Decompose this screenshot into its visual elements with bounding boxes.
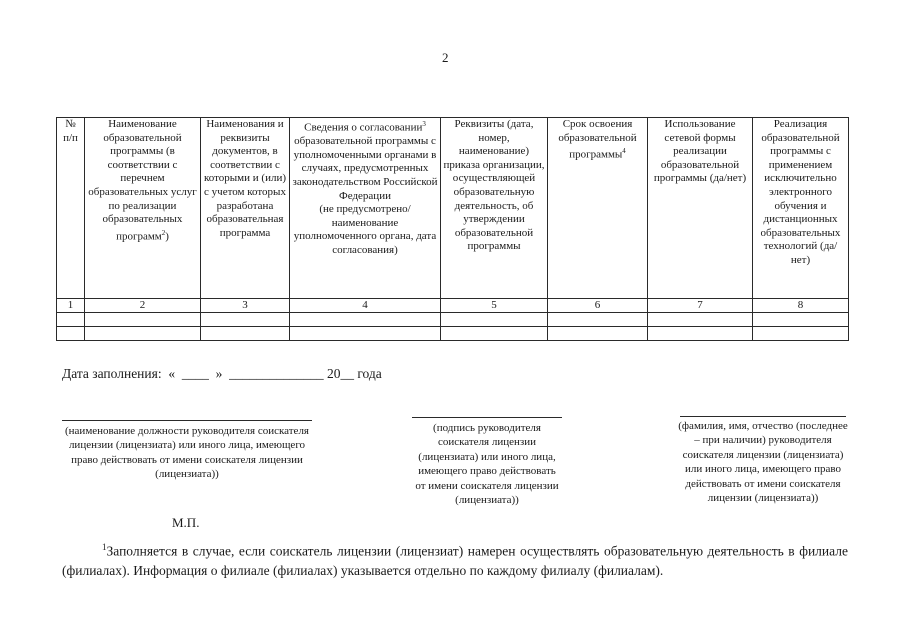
empty-cell[interactable] bbox=[201, 313, 290, 327]
header-cell-approval bbox=[290, 118, 441, 299]
header-cell-documents bbox=[201, 118, 290, 299]
header-approval-text-b: образовательной программы с уполномоченными органами в случаях, предусмотренных законодательством Российской Федерации bbox=[292, 135, 438, 202]
empty-cell[interactable] bbox=[753, 313, 849, 327]
header-cell-duration bbox=[548, 118, 648, 299]
empty-cell[interactable] bbox=[648, 327, 753, 341]
position-caption: (наименование должности руководителя соискателя лицензии (лицензиата) или иного лица, имеющего право действовать от имени соискателя лицензии (лицензиата)) bbox=[65, 425, 309, 481]
empty-cell[interactable] bbox=[57, 313, 85, 327]
column-number: 5 bbox=[441, 299, 548, 313]
header-cell-e-learning bbox=[753, 118, 849, 299]
column-number: 4 bbox=[290, 299, 441, 313]
header-documents-text: Наименования и реквизиты документов, в соответствии с которыми и (или) с учетом которых разработана образовательная программа bbox=[203, 118, 287, 239]
header-number-sign: № bbox=[65, 118, 76, 130]
empty-cell[interactable] bbox=[85, 313, 201, 327]
column-number: 7 bbox=[648, 299, 753, 313]
column-number: 3 bbox=[201, 299, 290, 313]
signature-line[interactable] bbox=[412, 417, 562, 418]
fill-date-line[interactable]: Дата заполнения: « ____ » ______________ 20__ года bbox=[62, 366, 382, 381]
header-approval-text-a: Сведения о согласовании bbox=[304, 121, 423, 134]
empty-cell[interactable] bbox=[290, 327, 441, 341]
header-network-form-text: Использование сетевой формы реализации образовательной программы (да/нет) bbox=[653, 118, 747, 185]
empty-cell[interactable] bbox=[548, 313, 648, 327]
stamp-place-label: М.П. bbox=[172, 515, 200, 530]
header-duration-text: Срок освоения образовательной программы bbox=[558, 118, 637, 161]
header-approval-text-c: (не предусмотрено/ наименование уполномоченного органа, дата согласования) bbox=[293, 203, 437, 256]
empty-cell[interactable] bbox=[57, 327, 85, 341]
header-cell-program-name bbox=[85, 118, 201, 299]
full-name-caption: (фамилия, имя, отчество (последнее – при наличии) руководителя соискателя лицензии (лицензиата) или иного лица, имеющего право действовать от имени соискателя лицензии (лицензиата)) bbox=[678, 420, 848, 505]
empty-cell[interactable] bbox=[753, 327, 849, 341]
footnote-ref-3: 3 bbox=[422, 120, 426, 128]
empty-table-row bbox=[57, 327, 849, 341]
footnote-ref-4: 4 bbox=[622, 147, 626, 156]
signature-caption: (подпись руководителя соискателя лицензии (лицензиата) или иного лица, имеющего право действовать от имени соискателя лицензии (лицензиата)) bbox=[415, 422, 559, 507]
column-number-row bbox=[57, 299, 849, 313]
footnote-ref-2: 2 bbox=[161, 228, 166, 237]
header-cell-order-details bbox=[441, 118, 548, 299]
empty-cell[interactable] bbox=[201, 327, 290, 341]
header-order-details-text: Реквизиты (дата, номер, наименование) приказа организации, осуществляющей образовательную деятельность, об утверждении образовательной программы bbox=[443, 118, 545, 253]
empty-cell[interactable] bbox=[648, 313, 753, 327]
page-number: 2 bbox=[442, 50, 449, 65]
header-cell-number bbox=[57, 118, 85, 299]
header-cell-network-form bbox=[648, 118, 753, 299]
header-program-name-tail: ) bbox=[165, 230, 169, 243]
column-number: 6 bbox=[548, 299, 648, 313]
empty-table-row bbox=[57, 313, 849, 327]
footnote-mark: 1 bbox=[102, 542, 107, 552]
full-name-signature-line[interactable] bbox=[680, 416, 846, 417]
footnote-text: Заполняется в случае, если соискатель лицензии (лицензиат) намерен осуществлять образовательную деятельность в филиале (филиалах). Информация о филиале (филиалах) указывается отдельно по каждому филиалу (филиалам). bbox=[62, 543, 848, 578]
header-number-abbr: п/п bbox=[63, 131, 78, 144]
empty-cell[interactable] bbox=[441, 327, 548, 341]
column-number: 1 bbox=[57, 299, 85, 313]
education-programs-table bbox=[56, 117, 849, 341]
header-program-name-text: Наименование образовательной программы (в соответствии с перечнем образовательных услуг по реализации образовательных программ bbox=[88, 118, 197, 243]
table-header-row bbox=[57, 118, 849, 299]
footnote bbox=[62, 538, 848, 580]
position-signature-line[interactable] bbox=[62, 420, 312, 421]
header-e-learning-text: Реализация образовательной программы с применением исключительно электронного обучения и дистанционных образовательных технологий (да/нет) bbox=[760, 118, 841, 266]
empty-cell[interactable] bbox=[290, 313, 441, 327]
empty-cell[interactable] bbox=[548, 327, 648, 341]
column-number: 2 bbox=[85, 299, 201, 313]
column-number: 8 bbox=[753, 299, 849, 313]
empty-cell[interactable] bbox=[441, 313, 548, 327]
empty-cell[interactable] bbox=[85, 327, 201, 341]
